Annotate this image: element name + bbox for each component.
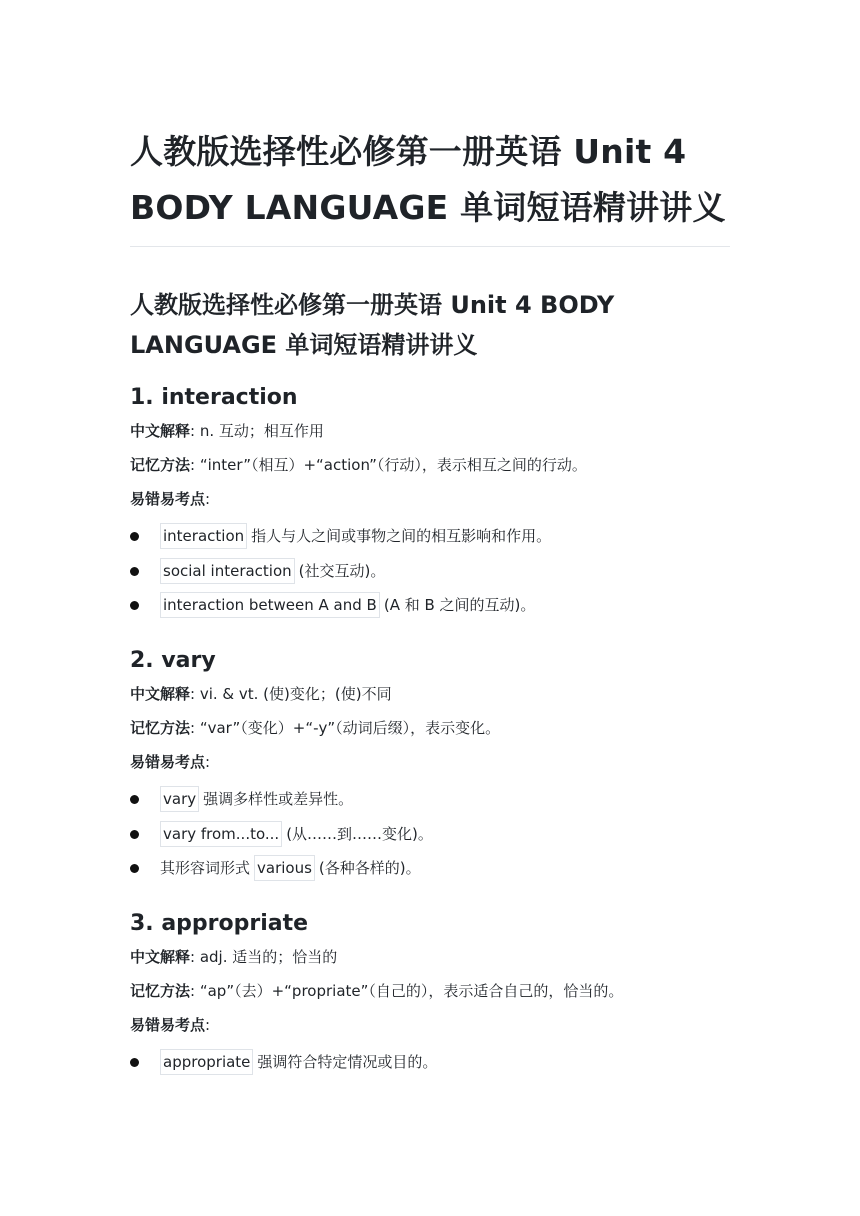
memory-text: : “inter”（相互）+“action”（行动），表示相互之间的行动。 — [190, 456, 587, 474]
meaning-label: 中文解释 — [130, 685, 191, 704]
meaning-row — [130, 421, 730, 441]
inline-code: social interaction — [160, 558, 295, 584]
meaning-text: : n. 互动；相互作用 — [190, 422, 324, 440]
bullet-icon — [130, 601, 139, 610]
inline-code: vary from...to... — [160, 821, 282, 847]
memory-text: : “ap”（去）+“propriate”（自己的），表示适合自己的，恰当的。 — [190, 982, 624, 1001]
title-divider — [130, 246, 730, 247]
bullet-icon — [130, 532, 139, 541]
document-title: 人教版选择性必修第一册英语 Unit 4 BODY LANGUAGE 单词短语精讲讲义 — [130, 132, 726, 227]
pitfalls-row — [130, 752, 730, 772]
pitfalls-label: 易错易考点 — [130, 490, 206, 508]
memory-label: 记忆方法 — [130, 982, 191, 1001]
memory-label: 记忆方法 — [130, 719, 191, 738]
list-item — [130, 592, 730, 618]
word-heading: 2. vary — [130, 648, 216, 674]
point-text: (社交互动)。 — [298, 561, 386, 580]
pitfalls-row — [130, 1015, 730, 1035]
word-heading: 3. appropriate — [130, 911, 309, 937]
memory-row — [130, 718, 730, 738]
word-entry-vary — [130, 644, 730, 881]
meaning-row — [130, 947, 730, 967]
point-text: (从……到……变化)。 — [286, 824, 433, 843]
list-item — [130, 855, 730, 881]
pitfall-list — [130, 1049, 730, 1075]
point-text: (各种各样的)。 — [318, 859, 421, 878]
list-item — [130, 821, 730, 847]
meaning-label: 中文解释 — [130, 422, 191, 440]
point-text: 强调符合特定情况或目的。 — [257, 1053, 438, 1072]
bullet-icon — [130, 864, 139, 873]
pitfalls-colon: : — [205, 1016, 211, 1035]
pitfalls-row — [130, 489, 730, 509]
bullet-icon — [130, 830, 139, 839]
document-page — [130, 0, 730, 1084]
word-heading: 1. interaction — [130, 385, 298, 410]
word-entry-appropriate — [130, 907, 730, 1075]
memory-row — [130, 981, 730, 1001]
bullet-icon — [130, 567, 139, 576]
inline-code: vary — [160, 786, 199, 812]
inline-code: interaction — [160, 523, 247, 549]
pitfalls-colon: : — [205, 490, 211, 508]
inline-code: appropriate — [160, 1049, 253, 1075]
memory-row — [130, 455, 730, 475]
meaning-text: : adj. 适当的；恰当的 — [190, 948, 338, 967]
point-text: 强调多样性或差异性。 — [203, 790, 354, 809]
word-entry-interaction — [130, 381, 730, 618]
pitfalls-label: 易错易考点 — [130, 753, 206, 772]
pitfalls-label: 易错易考点 — [130, 1016, 206, 1035]
meaning-row — [130, 684, 730, 704]
list-item — [130, 786, 730, 812]
point-text: (A 和 B 之间的互动)。 — [383, 596, 536, 615]
memory-text: : “var”（变化）+“-y”（动词后缀），表示变化。 — [190, 719, 501, 738]
meaning-text: : vi. & vt. (使)变化；(使)不同 — [190, 685, 392, 704]
pitfall-list — [130, 786, 730, 881]
memory-label: 记忆方法 — [130, 456, 191, 474]
point-prefix-text: 其形容词形式 — [160, 859, 251, 878]
pitfalls-colon: : — [205, 753, 211, 772]
inline-code: interaction between A and B — [160, 592, 380, 618]
list-item — [130, 558, 730, 584]
meaning-label: 中文解释 — [130, 948, 191, 967]
document-subtitle: 人教版选择性必修第一册英语 Unit 4 BODY LANGUAGE 单词短语精讲讲义 — [130, 291, 615, 359]
pitfall-list — [130, 523, 730, 618]
list-item — [130, 1049, 730, 1075]
inline-code: various — [254, 855, 315, 881]
list-item — [130, 523, 730, 549]
bullet-icon — [130, 795, 139, 804]
bullet-icon — [130, 1058, 139, 1067]
point-text: 指人与人之间或事物之间的相互影响和作用。 — [251, 527, 552, 545]
